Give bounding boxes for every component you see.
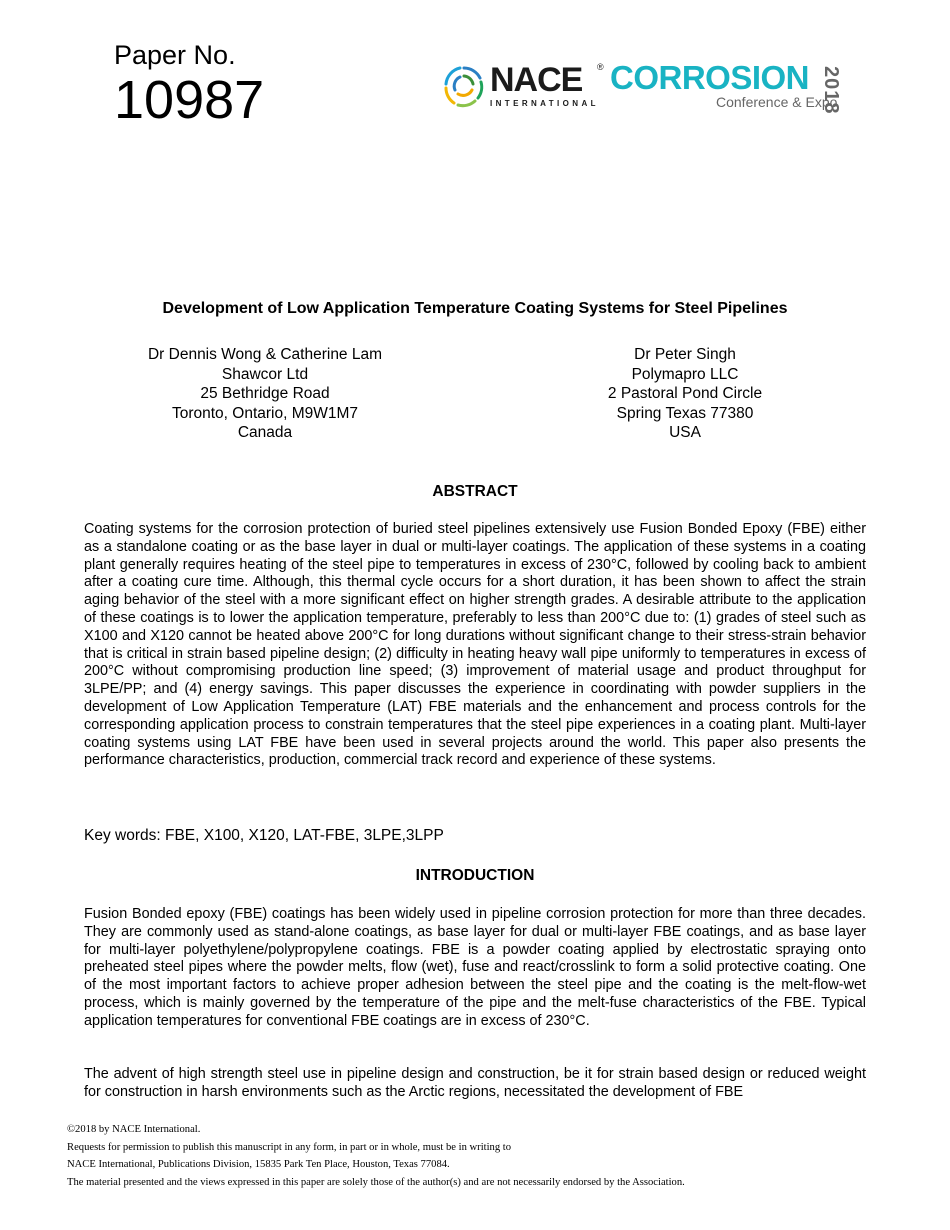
nace-subtitle: INTERNATIONAL (490, 99, 599, 108)
author-line: Polymapro LLC (631, 365, 739, 383)
nace-logo-icon (442, 64, 486, 110)
abstract-text: Coating systems for the corrosion protection of buried steel pipelines extensively use Fusion Bonded Epoxy (FBE) either as a standalone coating or as the base layer in dual or multi-layer coatings. The application of these systems in a coating plant generally requires heating of the steel pipe to temperatures in excess of 230°C, followed by cooling back to ambient after a coating cure time. Although, this thermal cycle occurs for a short duration, it has been shown to affect the strain aging behavior of the steel with a more significant effect on higher strength grades. A desirable attribute to the application of these coatings is to lower the application temperature, preferably to less than 200°C due to: (1) grades of steel such as X100 and X120 cannot be heated above 200°C for long durations without significant change to their stress-strain behavior that is critical in strain based pipeline design; (2) difficulty in heating heavy wall pipe uniformly to temperatures in excess of 200°C without compromising production line speed; (3) improvement of material usage and product throughput for 3LPE/PP; and (4) energy savings. This paper discusses the experience in coordinating with powder suppliers in the development of Low Application Temperature (LAT) FBE materials and the enhancement and process controls for the corresponding application process to constrain temperatures that the steel pipe experiences in a coating plant. Multi-layer coating systems using LAT FBE have been used in several projects around the world. This paper also presents the performance characteristics, production, commercial track record and experience of these systems. (84, 521, 866, 769)
conference-logos (440, 58, 880, 118)
corrosion-wordmark: CORROSION (610, 59, 810, 96)
author-line: 25 Bethridge Road (200, 385, 330, 403)
copyright-footer (67, 1121, 685, 1191)
abstract-heading: ABSTRACT (432, 483, 518, 500)
paper-number: 10987 (114, 70, 265, 130)
introduction-paragraph-2: The advent of high strength steel use in pipeline design and construction, be it for strain based design or reduced weight for construction in harsh environments such as the Arctic regions, necessitated the development of FBE (84, 1066, 866, 1100)
registered-mark: ® (597, 62, 604, 72)
footer-line: NACE International, Publications Division, 15835 Park Ten Place, Houston, Texas 77084. (67, 1159, 450, 1171)
author-line: Dr Peter Singh (634, 346, 736, 363)
author-line: Canada (237, 424, 293, 442)
introduction-heading: INTRODUCTION (415, 867, 535, 884)
author-line: Toronto, Ontario, M9W1M7 (171, 404, 359, 422)
introduction-paragraph-1: Fusion Bonded epoxy (FBE) coatings has been widely used in pipeline corrosion protection for more than three decades. They are commonly used as stand-alone coatings, as base layer for dual or multi-layer FBE coatings, and as base layer for multi-layer polyethylene/polypropylene coatings. FBE is a powder coating applied by electrostatic spraying onto preheated steel pipes where the powder melts, flow (wet), fuse and react/crosslink to form a solid protective coating. One of the most important factors to achieve proper adhesion between the steel pipe and the coating is the melt-flow-wet process, which is mainly governed by the temperature of the pipe and the melt-fuse characteristics of the FBE. Typical application temperatures for conventional FBE coatings are in excess of 230°C. (84, 906, 866, 1029)
paper-number-block (114, 40, 264, 128)
author-line: USA (669, 424, 701, 442)
keywords: Key words: FBE, X100, X120, LAT-FBE, 3LPE,3LPP (84, 827, 444, 844)
author-line: Spring Texas 77380 (616, 404, 754, 422)
conference-year: 2018 (820, 66, 842, 115)
author-line: Dr Dennis Wong & Catherine Lam (147, 346, 383, 363)
footer-line: The material presented and the views expressed in this paper are solely those of the author(s) and are not necessarily endorsed by the Association. (67, 1176, 685, 1188)
author-line: Shawcor Ltd (221, 365, 309, 383)
author-block-2 (520, 345, 850, 443)
author-line: 2 Pastoral Pond Circle (607, 385, 763, 403)
author-block-1 (100, 345, 430, 443)
paper-title: Development of Low Application Temperature Coating Systems for Steel Pipelines (162, 300, 788, 317)
footer-line: Requests for permission to publish this manuscript in any form, in part or in whole, must be in writing to (67, 1141, 512, 1153)
nace-wordmark: NACE (490, 61, 583, 99)
footer-copyright: ©2018 by NACE International. (67, 1124, 201, 1135)
conference-subtitle: Conference & Expo (716, 94, 838, 110)
paper-label: Paper No. (114, 40, 236, 70)
